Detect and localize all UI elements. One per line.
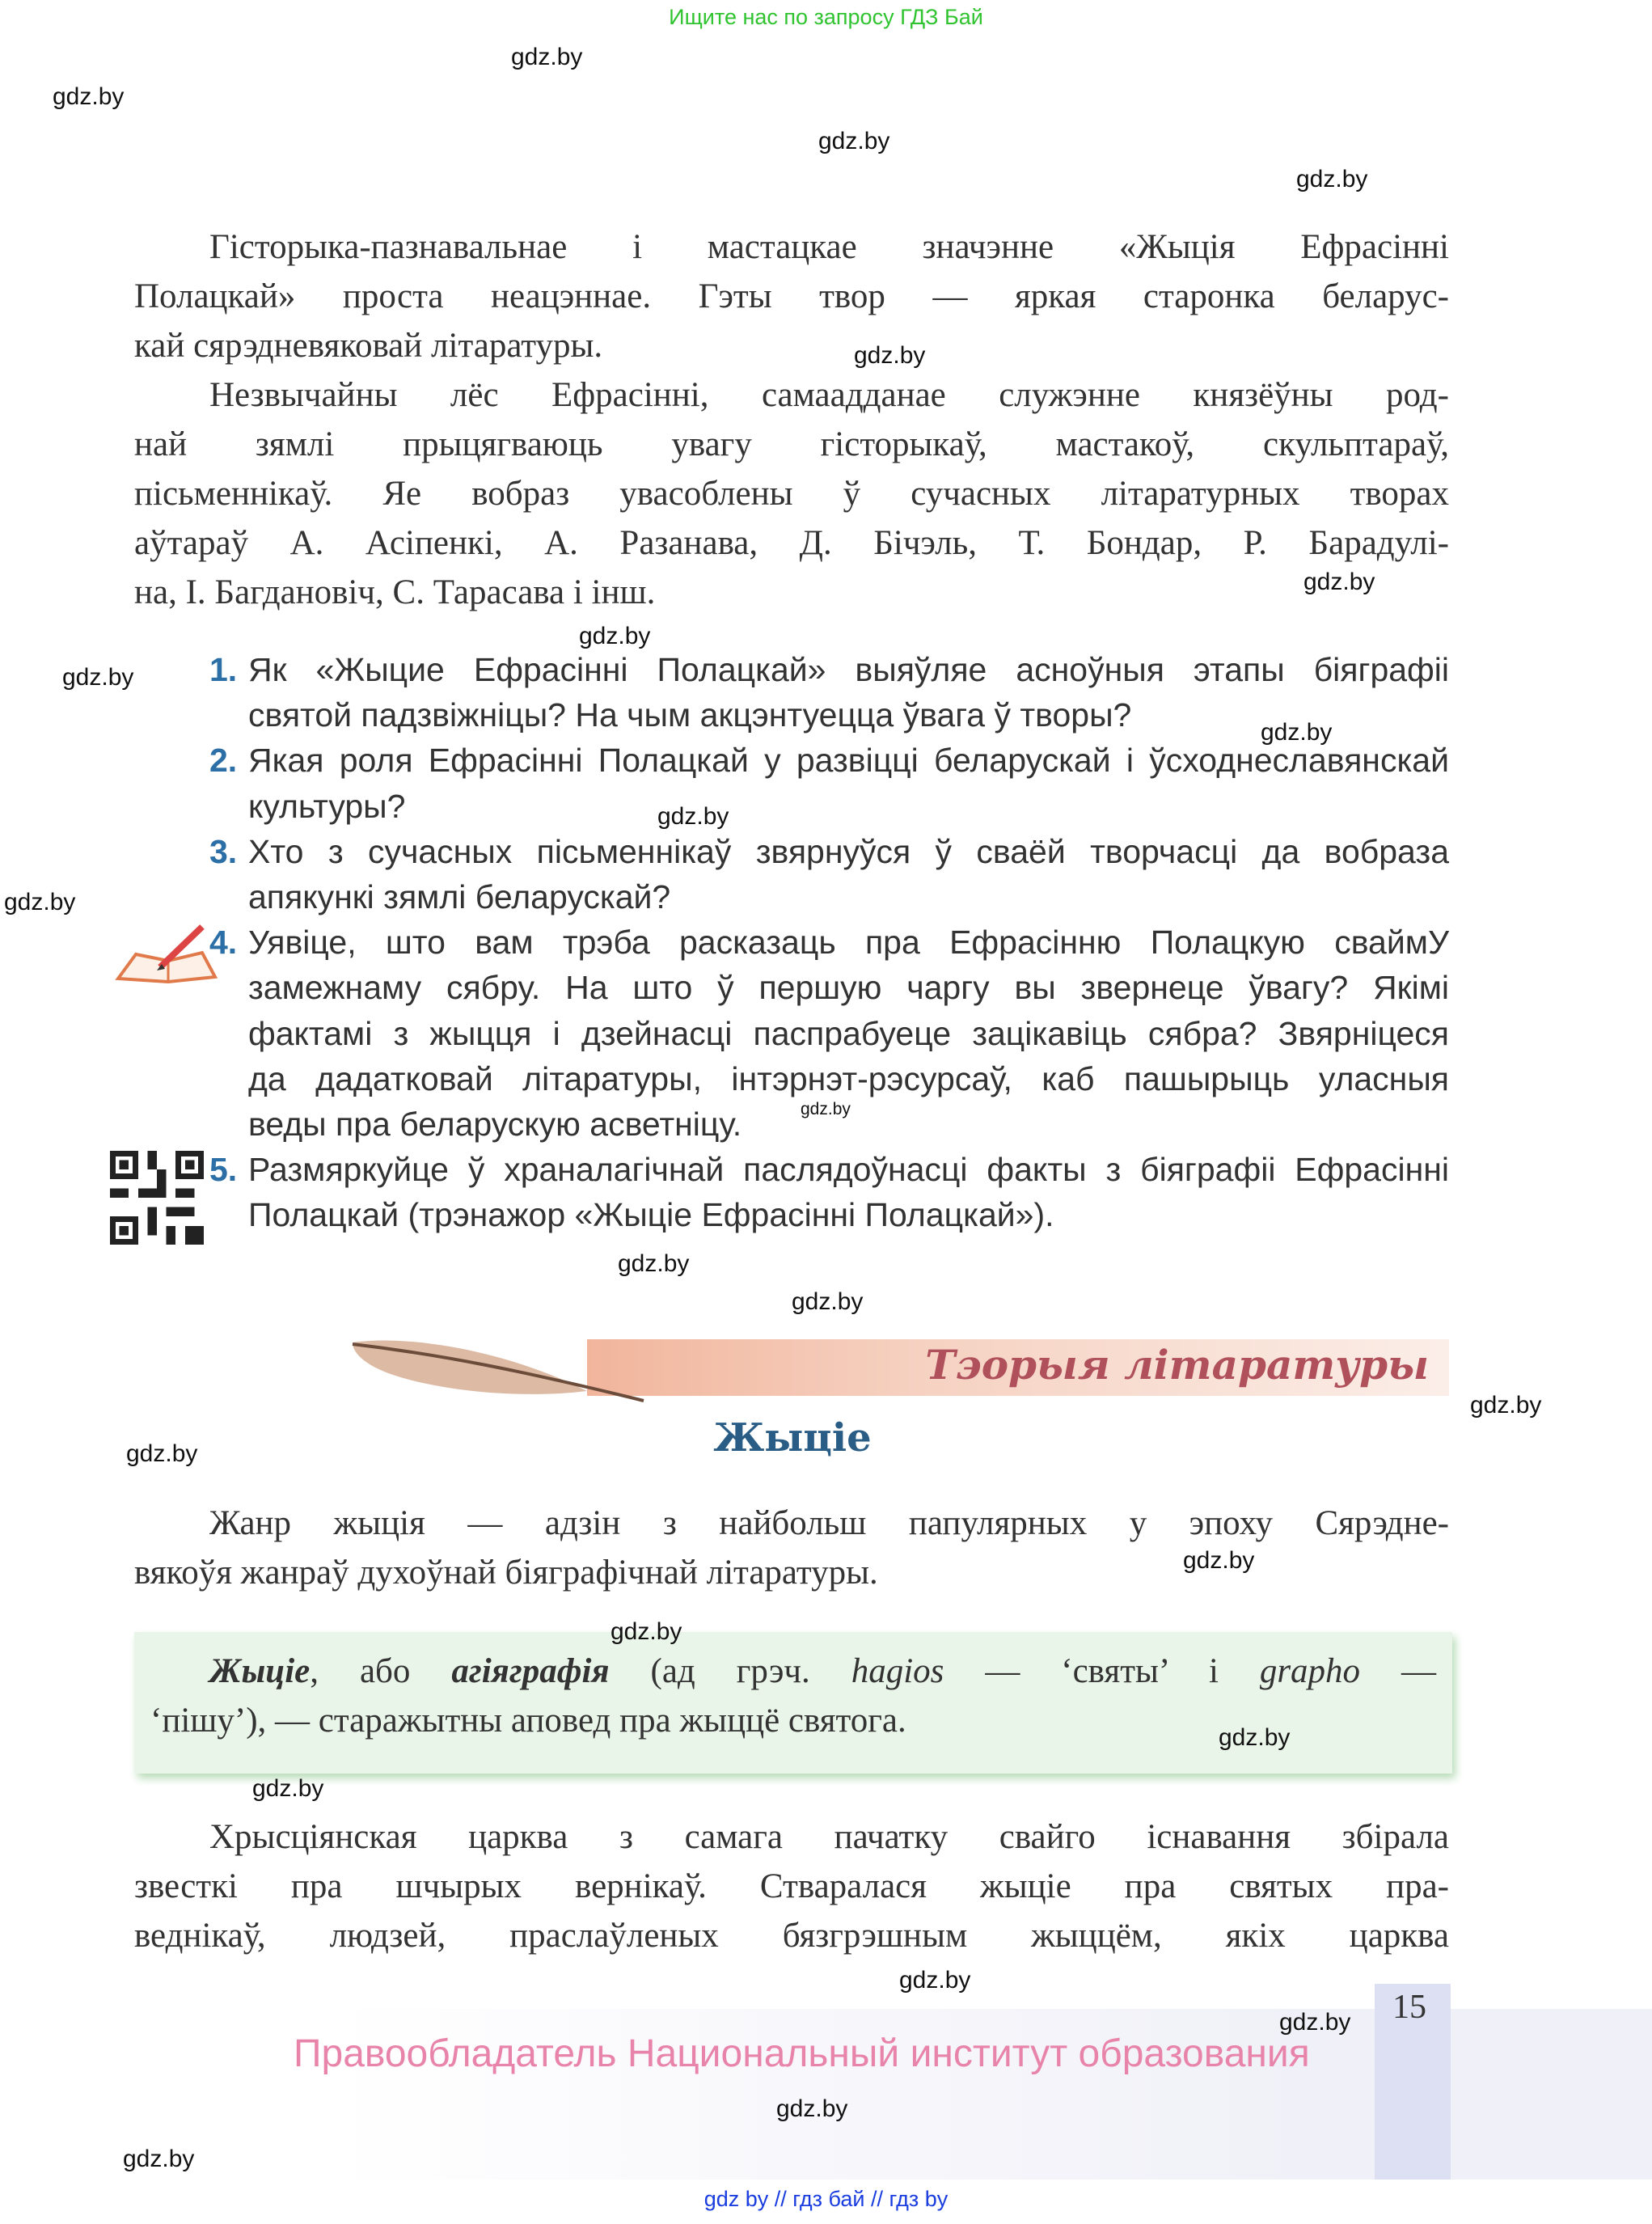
greek-word: grapho: [1259, 1652, 1361, 1690]
watermark: gdz.by: [899, 1967, 971, 1994]
question-item: [209, 829, 1449, 920]
watermark: gdz.by: [252, 1775, 324, 1802]
paragraph-significance: [134, 222, 1449, 617]
text: — ‘святы’ і: [944, 1652, 1260, 1690]
search-hint: Ищите нас по запросу ГДЗ Бай: [669, 5, 983, 29]
writing-task-icon: [112, 922, 222, 991]
text-line: святой падзвіжніцы? На чым акцэнтуецца ўвага ў творы?: [248, 696, 1132, 734]
text-line: Як «Жыцие Ефрасінні Полацкай» выяўляе асноўныя этапы біяграфіі: [248, 651, 1449, 688]
watermark: gdz.by: [126, 1440, 198, 1467]
text: (ад грэч.: [609, 1652, 851, 1690]
term: агіяграфія: [451, 1652, 610, 1690]
text-line: Жанр жыція — адзін з найбольш папулярных у эпоху Сярэдне-: [209, 1504, 1449, 1542]
text-line: Хто з сучасных пісьменнікаў звярнуўся ў сваёй творчасці да вобраза: [248, 832, 1449, 870]
term: Жыціе: [209, 1652, 311, 1690]
watermark: gdz.by: [1261, 719, 1333, 746]
definition-line: ‘пішу’), — старажытны аповед пра жыццё святога.: [150, 1702, 906, 1740]
text-line: культуры?: [248, 787, 406, 825]
text-line: Полацкай (трэнажор «Жыціе Ефрасінні Полацкай»).: [248, 1196, 1054, 1234]
text: —: [1360, 1652, 1436, 1690]
page-number: 15: [1392, 1989, 1426, 2026]
text-line: аўтараў А. Асіпенкі, А. Разанава, Д. Бічэль, Т. Бондар, Р. Барадулі-: [134, 524, 1449, 562]
question-number: 2.: [209, 742, 238, 780]
watermark: gdz.by: [1470, 1392, 1542, 1419]
text-line: най зямлі прыцягваюць увагу гісторыкаў, мастакоў, скульптараў,: [134, 425, 1449, 463]
watermark: gdz.by: [792, 1288, 864, 1315]
watermark: gdz.by: [62, 664, 134, 691]
text-line: веды пра беларускую асветніцу.: [248, 1106, 742, 1144]
section-title: Жыціе: [713, 1415, 872, 1461]
watermark: gdz.by: [511, 44, 583, 70]
text-line: Полацкай» проста неацэннае. Гэты твор — яркая старонка беларус-: [134, 277, 1449, 315]
definition-line: [150, 1647, 1436, 1696]
watermark: gdz.by: [1219, 1724, 1291, 1751]
watermark: gdz.by: [1296, 166, 1368, 192]
text-line: веднікаў, людзей, праслаўленых бязгрэшным жыццём, якіх царква: [134, 1917, 1449, 1955]
question-item: [209, 738, 1449, 828]
feather-icon: [344, 1326, 652, 1407]
watermark: gdz.by: [53, 83, 125, 110]
watermark: gdz.by: [657, 803, 729, 830]
text-line: кай сярэдневяковай літаратуры.: [134, 327, 603, 365]
text-line: фактамі з жыцця і дзейнасці паспрабуеце зацікавіць сябра? Звярніцеся: [248, 1014, 1449, 1052]
text: , або: [310, 1652, 452, 1690]
watermark: gdz.by: [579, 623, 651, 649]
text-line: вякоўя жанраў духоўнай біяграфічнай літаратуры.: [134, 1554, 878, 1592]
paragraph-church: [134, 1812, 1449, 1960]
banner-title: Тэорыя літаратуры: [925, 1341, 1429, 1389]
watermark: gdz.by: [818, 128, 890, 154]
greek-word: hagios: [851, 1652, 944, 1690]
question-number: 1.: [209, 651, 238, 688]
question-item: [209, 1147, 1449, 1237]
text-line: Якая роля Ефрасінні Полацкай у развіцці беларускай і ўсходнеславянскай: [248, 742, 1449, 780]
watermark: gdz.by: [611, 1618, 682, 1645]
copyright-notice: Правообладатель Национальный институт образования: [294, 2032, 1310, 2075]
text-line: замежнаму сябру. На што ў першую чаргу вы звернеце ўвагу? Якімі: [248, 969, 1449, 1007]
watermark: gdz.by: [4, 889, 76, 915]
text-line: апякункі зямлі беларускай?: [248, 878, 671, 916]
watermark: gdz.by: [123, 2146, 195, 2172]
qr-code-icon[interactable]: [109, 1151, 205, 1248]
bottom-links[interactable]: gdz by // гдз бай // гдз by: [703, 2187, 949, 2211]
question-number: 3.: [209, 832, 238, 870]
watermark: gdz.by: [618, 1250, 690, 1277]
text-line: звесткі пра шчырых вернікаў. Стваралася жыціе пра святых пра-: [134, 1867, 1449, 1905]
text-line: пісьменнікаў. Яе вобраз увасоблены ў сучасных літаратурных творах: [134, 475, 1449, 513]
watermark: gdz.by: [1303, 569, 1375, 595]
watermark: gdz.by: [1183, 1547, 1255, 1574]
watermark: gdz.by: [854, 342, 926, 369]
question-number: 4.: [209, 924, 238, 962]
text-line: Незвычайны лёс Ефрасінні, самаадданае служэнне князёўны род-: [209, 376, 1449, 414]
text-line: Размяркуйце ў храналагічнай паслядоўнасці факты з біяграфіі Ефрасінні: [248, 1151, 1449, 1189]
theory-banner: [344, 1326, 1449, 1399]
watermark: gdz.by: [776, 2095, 848, 2122]
watermark: gdz.by: [801, 1100, 851, 1118]
text-line: Уявіце, што вам трэба расказаць пра Ефрасінню Полацкую сваймУ: [248, 924, 1449, 962]
text-line: Хрысціянская царква з самага пачатку свайго існавання збірала: [209, 1818, 1449, 1856]
watermark: gdz.by: [1279, 2009, 1351, 2036]
text-line: да дадатковай літаратуры, інтэрнэт-рэсурсаў, каб пашырыць уласныя: [248, 1059, 1449, 1097]
definition-box: [134, 1632, 1452, 1774]
text-line: на, І. Багдановіч, С. Тарасава і інш.: [134, 573, 656, 611]
text-line: Гісторыка-пазнавальнае і мастацкае значэнне «Жыція Ефрасінні: [209, 228, 1449, 266]
question-number: 5.: [209, 1151, 238, 1189]
